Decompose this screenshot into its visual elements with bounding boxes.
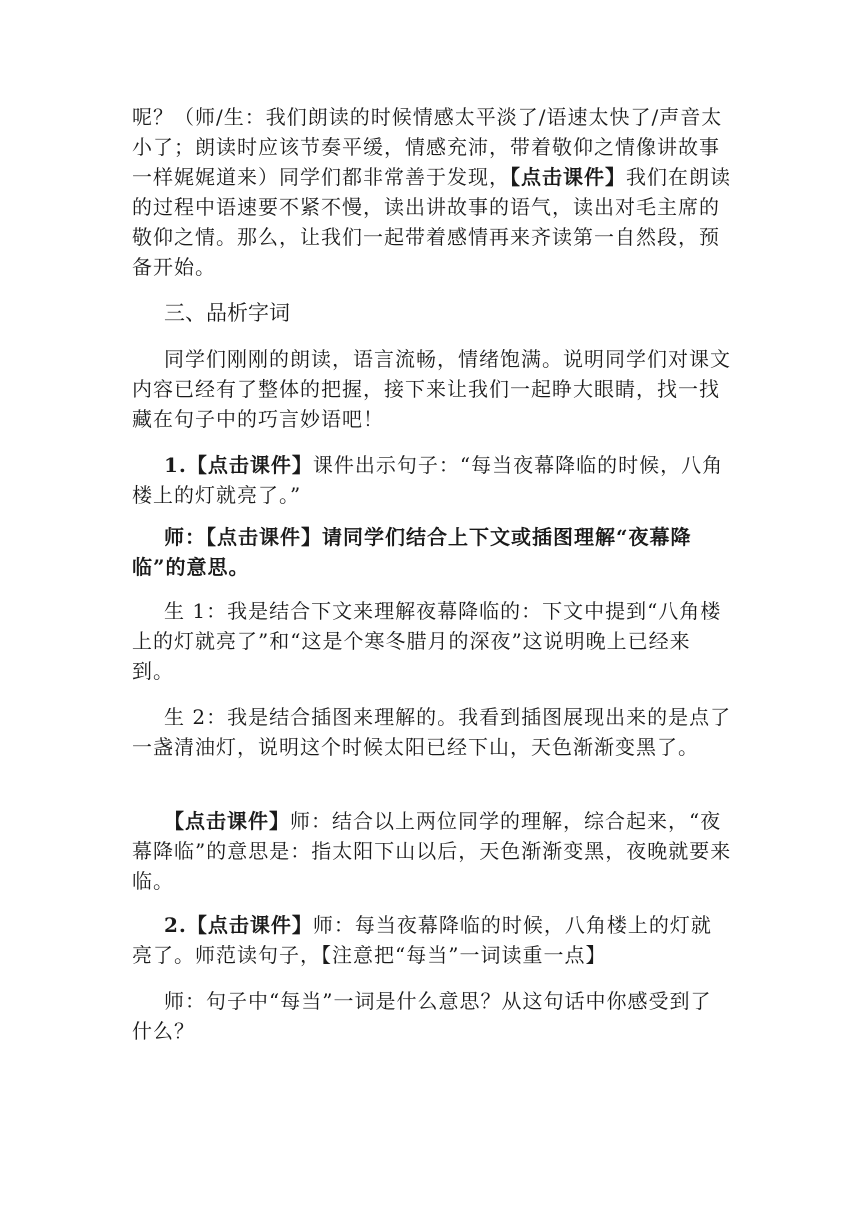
click-courseware-marker: 【点击课件】 — [186, 453, 313, 477]
paragraph-teacher-question-2: 师：句子中“每当”一词是什么意思？从这句话中你感受到了什么？ — [132, 989, 712, 1043]
paragraph-item-1 — [132, 450, 732, 510]
section-heading: 三、品析字词 — [164, 301, 290, 325]
paragraph-reading-feedback — [132, 102, 732, 282]
paragraph-student-2: 生 2：我是结合插图来理解的。我看到插图展现出来的是点了一盏清油灯，说明这个时候太阳已经下山，天色渐渐变黑了。 — [132, 705, 732, 759]
paragraph-text: 我们在朗读的过程中语速要不紧不慢，读出讲故事的语气，读出对毛主席的敬仰之情。那么，让我们一起带着感情再来齐读第一自然段，预备开始。 — [132, 165, 731, 279]
paragraph-text: 课件出示句子：“每当夜幕降临的时候，八角楼上的灯就亮了。” — [132, 453, 724, 507]
item-number: 1. — [164, 453, 187, 477]
paragraph-teacher-question: 师：【点击课件】请同学们结合上下文或插图理解“夜幕降临”的意思。 — [132, 525, 692, 579]
paragraph-item-2 — [132, 910, 732, 970]
paragraph-student-1: 生 1：我是结合下文来理解夜幕降临的：下文中提到“八角楼上的灯就亮了”和“这是个寒冬腊月的深夜”这说明晚上已经来到。 — [132, 599, 722, 683]
click-courseware-marker: 【点击课件】 — [510, 165, 626, 189]
paragraph-text: 师：每当夜幕降临的时候，八角楼上的灯就亮了。师范读句子，【注意把“每当”一词读重一点】 — [132, 913, 712, 967]
paragraph-teacher-summary — [132, 806, 732, 896]
click-courseware-marker: 【点击课件】 — [186, 913, 313, 937]
paragraph-text: 师：结合以上两位同学的理解，综合起来，“夜幕降临”的意思是：指太阳下山以后，天色渐渐变黑，夜晚就要来临。 — [132, 809, 732, 893]
paragraph-text: 呢？（师/生：我们朗读的时候情感太平淡了/语速太快了/声音太小了；朗读时应该节奏平缓，情感充沛，带着敬仰之情像讲故事一样娓娓道来）同学们都非常善于发现， — [132, 105, 723, 189]
item-number: 2. — [164, 913, 187, 937]
paragraph-intro: 同学们刚刚的朗读，语言流畅，情绪饱满。说明同学们对课文内容已经有了整体的把握，接下来让我们一起睁大眼睛，找一找藏在句子中的巧言妙语吧！ — [132, 347, 731, 431]
click-courseware-marker: 【点击课件】 — [164, 809, 290, 833]
